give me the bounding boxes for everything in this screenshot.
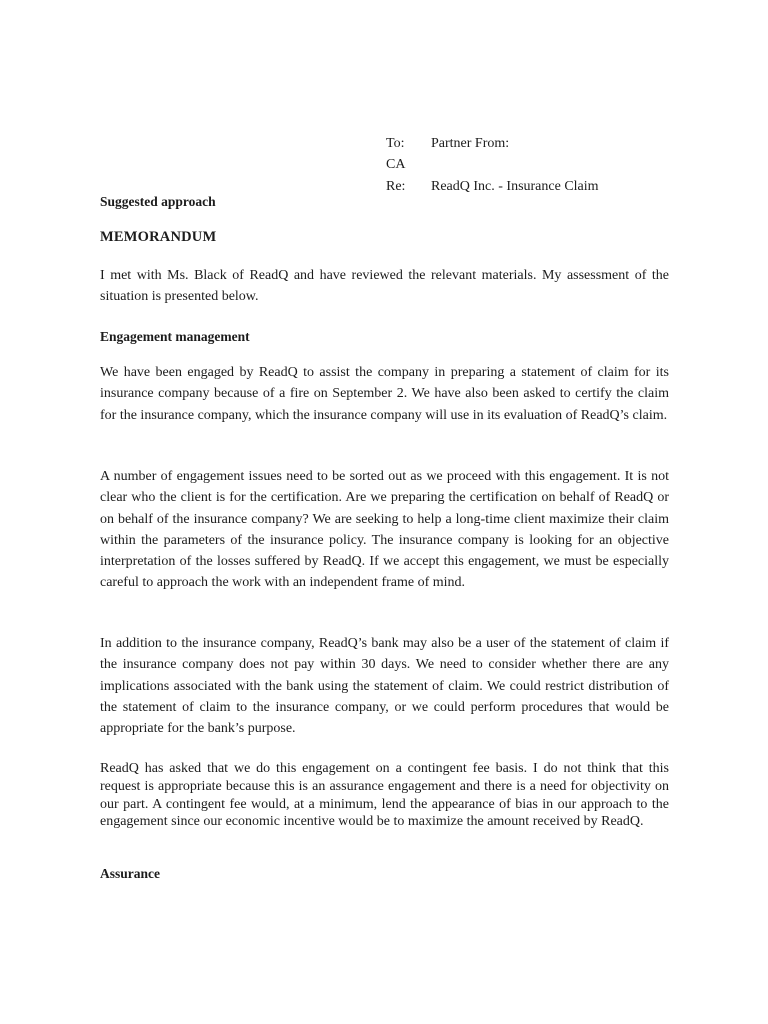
intro-paragraph: I met with Ms. Black of ReadQ and have reviewed the relevant materials. My assessment of the situation is presented below. xyxy=(100,268,669,305)
memo-re-row xyxy=(386,179,599,195)
memo-re-label: Re: xyxy=(386,179,406,194)
engagement-paragraph-3: In addition to the insurance company, ReadQ’s bank may also be a user of the statement of claim if the insurance company does not pay within 30 days. We need to consider whether there are any implications associated with the bank using the statement of claim. We could restrict distribution of the statement of claim to the insurance company, or we could perform procedures that would be appropriate for the bank’s purpose. xyxy=(100,636,669,737)
suggested-approach-heading: Suggested approach xyxy=(100,194,216,209)
engagement-paragraph-1: We have been engaged by ReadQ to assist the company in preparing a statement of claim for its insurance company because of a fire on September 2. We have also been asked to certify the claim for the insurance company, which the insurance company will use in its evaluation of ReadQ’s claim. xyxy=(100,365,669,423)
memo-title: MEMORANDUM xyxy=(100,229,217,245)
engagement-paragraph-4: ReadQ has asked that we do this engagement on a contingent fee basis. I do not think that this request is appropriate because this is an assurance engagement and there is a need for objectivity on our part. A contingent fee would, at a minimum, lend the appearance of bias in our approach to the engagement since our economic incentive would be to maximize the amount received by ReadQ. xyxy=(100,761,669,830)
engagement-management-heading: Engagement management xyxy=(100,329,250,344)
memo-from-row xyxy=(386,157,405,173)
memo-to-label: To: xyxy=(386,136,405,151)
assurance-heading: Assurance xyxy=(100,866,160,881)
engagement-paragraph-2: A number of engagement issues need to be sorted out as we proceed with this engagement. It is not clear who the client is for the certification. Are we preparing the certification on behalf of ReadQ or on behalf of the insurance company? We are seeking to help a long-time client maximize their claim within the parameters of the insurance policy. The insurance company is looking for an objective interpretation of the losses suffered by ReadQ. If we accept this engagement, we must be especially careful to approach the work with an independent frame of mind. xyxy=(100,469,669,591)
memo-to-value: Partner From: xyxy=(431,136,510,151)
memo-from-value: CA xyxy=(386,157,406,172)
memo-re-value: ReadQ Inc. - Insurance Claim xyxy=(431,179,599,194)
memo-to-row xyxy=(386,136,509,152)
